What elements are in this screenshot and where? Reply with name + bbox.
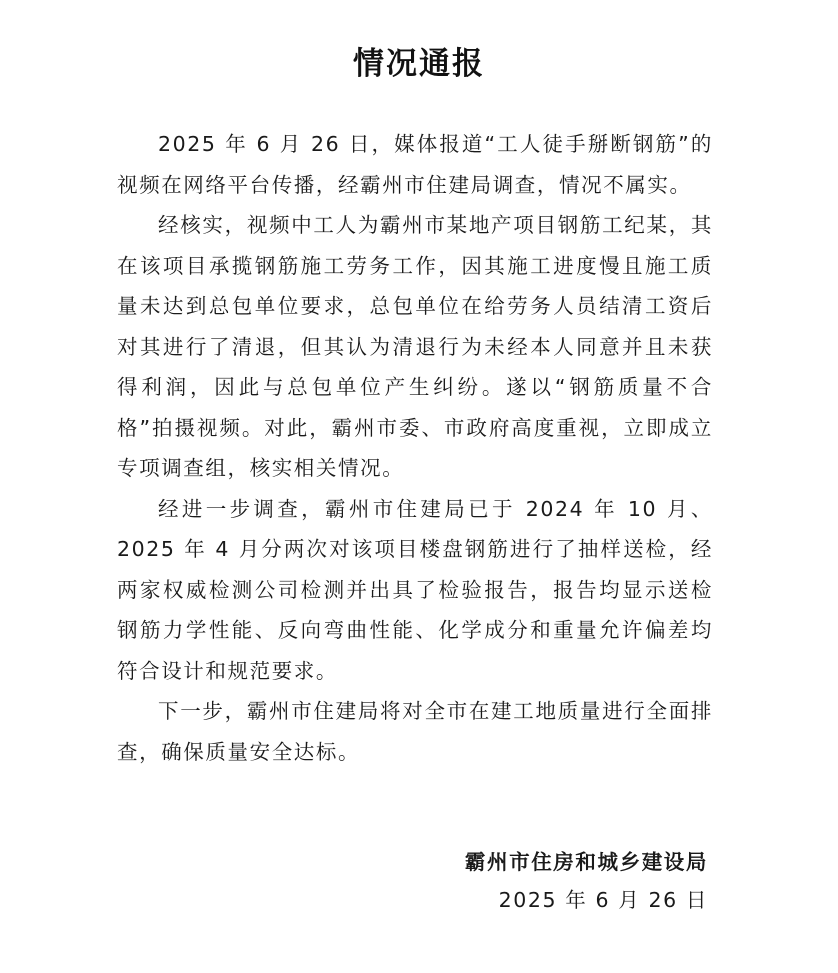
- document-title: 情况通报: [353, 46, 485, 82]
- paragraph-3: 经进一步调查，霸州市住建局已于 2024 年 10 月、2025 年 4 月分两次对该项目楼盘钢筋进行了抽样送检，经两家权威检测公司检测并出具了检验报告，报告均显示送检钢筋力学性能、反向弯曲性能、化学成分和重量允许偏差均符合设计和规范要求。: [117, 496, 713, 683]
- document-body: [117, 124, 713, 772]
- signature-organization: 霸州市住房和城乡建设局: [464, 850, 708, 874]
- signature-date: 2025 年 6 月 26 日: [498, 888, 708, 912]
- paragraph-2: 经核实，视频中工人为霸州市某地产项目钢筋工纪某，其在该项目承揽钢筋施工劳务工作，因其施工进度慢且施工质量未达到总包单位要求，总包单位在给劳务人员结清工资后对其进行了清退，但其认为清退行为未经本人同意并且未获得利润，因此与总包单位产生纠纷。遂以“钢筋质量不合格”拍摄视频。对此，霸州市委、市政府高度重视，立即成立专项调查组，核实相关情况。: [117, 213, 713, 480]
- paragraph-4: 下一步，霸州市住建局将对全市在建工地质量进行全面排查，确保质量安全达标。: [117, 699, 713, 764]
- paragraph-1: 2025 年 6 月 26 日，媒体报道“工人徒手掰断钢筋”的视频在网络平台传播，经霸州市住建局调查，情况不属实。: [117, 132, 713, 197]
